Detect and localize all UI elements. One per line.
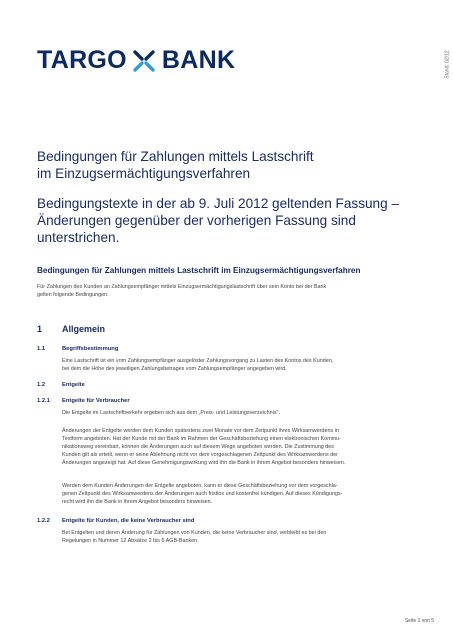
paragraph-1-1: [62, 357, 432, 373]
intro-paragraph: [37, 283, 427, 299]
paragraph-1-2-1-b: [62, 427, 432, 467]
paragraph-1-2-1-c: [62, 482, 432, 506]
heading-number: 1.2.2: [37, 518, 50, 524]
text-line: recht wird ihn die Bank in ihrem Angebot besonders hinweisen.: [62, 499, 213, 505]
heading-number: 1.1: [37, 346, 46, 352]
text-line: Bei Entgelten und deren Änderung für Zahlungen von Kunden, die keine Verbraucher sind, verbleibt es bei den: [62, 530, 327, 536]
title-line: Bedingungen für Zahlungen mittels Lastschrift: [37, 149, 314, 164]
page-number: Seite 1 von 5: [404, 618, 434, 624]
logo-cross-icon: [131, 48, 157, 74]
heading-label: Begriffsbestimmung: [62, 346, 119, 352]
text-line: Kunden gilt als erteilt, wenn er seine Ablehnung nicht vor dem vorgeschlagenen Zeitpunkt des Wirksamwerdens der: [62, 452, 338, 458]
document-subtitle: [37, 195, 437, 246]
logo-text-right: BANK: [161, 46, 236, 74]
subtitle-line: Bedingungstexte in der ab 9. Juli 2012 geltenden Fassung –: [37, 196, 400, 211]
text-line: Änderungen der Entgelte werden dem Kunden spätestens zwei Monate vor dem Zeitpunkt ihres Wirksamwerdens in: [62, 428, 339, 434]
heading-1-2: [37, 382, 85, 388]
heading-1-2-2: [37, 518, 194, 524]
intro-line: gelten folgende Bedingungen.: [37, 292, 109, 298]
document-title: [37, 148, 437, 182]
text-line: nikationsweg vereinbart, können die Änderungen auch auf diesem Wege angeboten werden. Die Zustimmung des: [62, 444, 334, 450]
subtitle-line: Änderungen gegenüber der vorherigen Fassung sind unterstrichen.: [37, 213, 356, 245]
title-line: im Einzugsermächtigungsverfahren: [37, 166, 251, 181]
text-line: Werden dem Kunden Änderungen der Entgelte angeboten, kann er diese Geschäftsbeziehung vor dem vorgeschla-: [62, 483, 338, 489]
text-line: Regelungen in Nummer 12 Absätze 2 bis 6 AGB-Banken.: [62, 538, 199, 544]
heading-number: 1: [37, 324, 43, 334]
stand-date: Stand: 02/12: [444, 50, 450, 79]
heading-label: Entgelte: [62, 382, 85, 388]
text-line: Eine Lastschrift ist ein vom Zahlungsempfänger ausgelöster Zahlungsvorgang zu Lasten des Kontos des Kunden,: [62, 358, 334, 364]
text-line: Änderungen angezeigt hat. Auf diese Genehmigungswirkung wird ihn die Bank in ihrem Angebot besonders hinweisen.: [62, 460, 346, 466]
heading-number: 1.2.1: [37, 398, 50, 404]
heading-1-1: [37, 346, 118, 352]
text-line: bei dem die Höhe des jeweiligen Zahlungsbetrages vom Zahlungsempfänger angegeben wird.: [62, 366, 287, 372]
section-heading: Bedingungen für Zahlungen mittels Lastschrift im Einzugsermächtigungsverfahren: [37, 266, 361, 275]
text-line: genen Zeitpunkt des Wirksamwerdens der Änderungen auch fristlos und kostenfrei kündigen. Auf dieses Kündigungs-: [62, 491, 343, 497]
intro-line: Für Zahlungen des Kunden an Zahlungsempfänger mittels Einzugsermächtigungslastschrift über sein Konto bei der Bank: [37, 284, 327, 290]
paragraph-1-2-1-a: Die Entgelte im Lastschriftverkehr ergeben sich aus dem „Preis- und Leistungsverzeichnis".: [62, 410, 280, 416]
heading-1-2-1: [37, 398, 130, 404]
logo-text-left: TARGO: [37, 46, 127, 74]
heading-label: Entgelte für Verbraucher: [62, 398, 130, 404]
heading-number: 1.2: [37, 382, 46, 388]
heading-label: Allgemein: [62, 324, 106, 334]
text-line: Textform angeboten. Hat der Kunde mit der Bank im Rahmen der Geschäftsbeziehung einen elektronischen Kommu-: [62, 436, 341, 442]
targobank-logo: [37, 46, 235, 75]
paragraph-1-2-2: [62, 529, 432, 545]
heading-1: [37, 324, 105, 334]
heading-label: Entgelte für Kunden, die keine Verbraucher sind: [62, 518, 195, 524]
